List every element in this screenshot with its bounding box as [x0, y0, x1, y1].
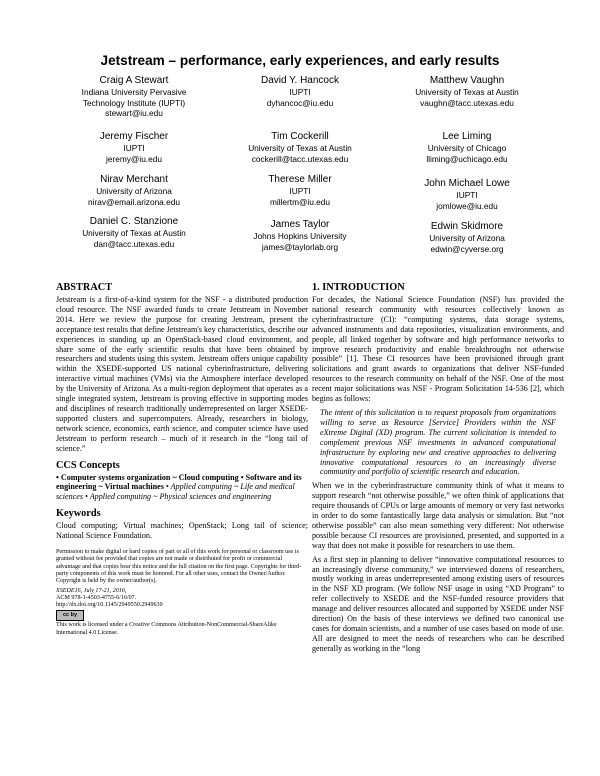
- author-card: [39, 216, 229, 249]
- author-affiliation: Technology Institute (IUPTI): [82, 97, 186, 108]
- conference-info: XSEDE16, July 17-21, 2016,: [56, 587, 127, 594]
- license-text: This work is licensed under a Creative Commons Attribution-NonCommercial-ShareAlike International 4.0 License.: [56, 622, 277, 636]
- author-name: Lee Liming: [442, 131, 492, 142]
- author-name: Nirav Merchant: [100, 174, 168, 185]
- author-card: [39, 174, 229, 207]
- abstract-text: Jetstream is a first-of-a-kind system for the NSF - a distributed production cloud resource. The NSF awarded funds to create Jetstream in November 2014. Here we review the purpose for creating Jetstream, present the acceptance test results that define Jetstream's key characteristics, describe our experiences in standing up an OpenStack-based cloud environment, and share some of the early scientific results that have been obtained by researchers and students using this system. Jetstream offers unique capability within the XSEDE-supported US national cyberinfrastructure, delivering interactive virtual machines (VMs) via the Atmosphere interface developed by the University of Arizona. As a multi-region deployment that operates as a single integrated system, Jetstream is proving effective in supporting modes and disciplines of research traditionally underrepresented on larger XSEDE-supported clusters and supercomputers. Already, researchers in biology, network science, economics, earth science, and computer science have used Jetstream to perform research – much of it research in the “long tail of science.”: [56, 295, 308, 453]
- author-affiliation: Indiana University Pervasive: [81, 87, 187, 97]
- author-name: Therese Miller: [268, 174, 332, 185]
- author-card: [39, 75, 229, 119]
- permission-text: Permission to make digital or hard copies of part or all of this work for personal or classroom use is granted without fee provided that copies are not made or distributed for profit or commercial advantage and that copies bear this notice and the full citation on the first page. Copyrights for third-party components of this work must be honored. For all other uses, contact the Owner/Author. Copyright is held by the owner/author(s).: [56, 549, 302, 585]
- ccs-item: • Software and its engineering ~ Virtual machines: [56, 472, 302, 492]
- author-card: [372, 221, 562, 254]
- author-name: Matthew Vaughn: [429, 75, 505, 86]
- right-column: [312, 282, 564, 658]
- author-email: jomlowe@iu.edu: [436, 200, 498, 211]
- author-affiliation: IUPTI: [123, 143, 145, 153]
- author-card: [372, 178, 562, 211]
- keywords-heading: Keywords: [56, 508, 101, 520]
- intro-paragraph: For decades, the National Science Foundation (NSF) has provided the national research community with resources collectively known as cyberinfrastructure (CI): “computing systems, data storage systems, advanced instruments and data repositories, visualization environments, and people, all linked together by software and high performance networks to improve research productivity and enable breakthroughs not otherwise possible” [1]. These CI resources have been provisioned through grant solicitations and grant awards to organizations that deliver NSF-funded resources to the research community on behalf of the NSF. One of the most recent major solicitations was NSF - Program Solicitation 14-536 [2], which begins as follows:: [312, 295, 564, 404]
- author-affiliation: IUPTI: [456, 190, 478, 200]
- author-name: John Michael Lowe: [424, 178, 510, 189]
- ccs-item: • Computer systems organization ~ Cloud computing: [56, 472, 239, 482]
- left-column: [56, 282, 308, 637]
- author-email: stewart@iu.edu: [105, 108, 163, 119]
- author-card: [205, 219, 395, 252]
- author-affiliation: IUPTI: [289, 87, 311, 97]
- introduction-heading: 1. INTRODUCTION: [312, 282, 405, 293]
- author-name: Daniel C. Stanzione: [89, 216, 179, 227]
- author-email: dyhancoc@iu.edu: [266, 97, 334, 108]
- author-card: [39, 131, 229, 164]
- author-name: James Taylor: [270, 219, 330, 230]
- author-affiliation: University of Texas at Austin: [415, 87, 519, 97]
- author-email: lliming@uchicago.edu: [426, 153, 508, 164]
- author-card: [205, 174, 395, 207]
- author-card: [205, 75, 395, 108]
- author-email: cockerill@tacc.utexas.edu: [251, 153, 349, 164]
- author-affiliation: Johns Hopkins University: [253, 231, 347, 241]
- author-card: [372, 75, 562, 108]
- author-card: [205, 131, 395, 164]
- author-email: millertm@iu.edu: [269, 196, 331, 207]
- intro-paragraph: When we in the cyberinfrastructure community think of what it means to support research “not otherwise possible,” we often think of applications that require thousands of CPUs or large amounts of memory or very fast networks in order to do some fantastically large data analysis or simulation. But “not otherwise possible” can also mean something very different: Not otherwise possible because CI resources are provisioned, presented, and supported in a way that does not make it possible for researchers to use them.: [312, 481, 564, 550]
- author-affiliation: University of Arizona: [429, 233, 505, 243]
- cc-license: [56, 610, 308, 621]
- acm-isbn: ACM 978-1-4503-4755-6/16/07.: [56, 594, 137, 601]
- author-name: Edwin Skidmore: [430, 221, 504, 232]
- ccs-item: • Applied computing ~ Life and medical sciences • Applied computing ~ Physical sciences and engineering: [56, 482, 295, 502]
- author-email: jeremy@iu.edu: [106, 153, 162, 164]
- keywords-text: Cloud computing; Virtual machines; OpenStack; Long tail of science; National Science Foundation.: [56, 521, 308, 541]
- paper-title: Jetstream – performance, early experiences, and early results: [100, 53, 500, 68]
- author-name: Craig A Stewart: [99, 75, 169, 86]
- creative-commons-icon: cc by: [56, 610, 84, 621]
- author-email: dan@tacc.utexas.edu: [93, 238, 175, 249]
- author-name: David Y. Hancock: [260, 75, 339, 86]
- author-email: nirav@email.arizona.edu: [88, 196, 180, 207]
- ccs-heading: CCS Concepts: [56, 459, 120, 471]
- author-affiliation: IUPTI: [289, 186, 311, 196]
- author-email: edwin@cyverse.org: [430, 243, 504, 254]
- intro-paragraph: As a first step in planning to deliver “innovative computational resources to an increasingly diverse community,” we interviewed dozens of researchers, mostly working in areas underrepresented among existing users of resources in the NSF XD program. (We follow NSF usage in using “XD Program” to refer collectively to XSEDE and the NSF-funded resource providers that manage and deliver resources allocated and supported by XSEDE under NSF direction) On the basis of these interviews we defined two canonical use cases for domain scientists, and a number of use cases based on mode of use. All are designed to meet the needs of researchers who can be described generally as working in the “long: [312, 554, 564, 653]
- author-card: [372, 131, 562, 164]
- solicitation-quote: The intent of this solicitation is to request proposals from organizations willing to serve as Resource [Service] Providers within the NSF eXtreme Digital (XD) program. The current solicitation is intended to complement previous NSF investments in advanced computational infrastructure by exploring new and creative approaches to delivering innovative computational resources to an increasingly diverse community and portfolio of scientific research and education.: [320, 407, 556, 477]
- author-affiliation: University of Texas at Austin: [248, 143, 352, 153]
- author-email: vaughn@tacc.utexas.edu: [420, 97, 514, 108]
- author-name: Tim Cockerill: [271, 131, 329, 142]
- permission-block: [56, 549, 308, 637]
- author-affiliation: University of Texas at Austin: [82, 228, 186, 238]
- author-name: Jeremy Fischer: [99, 131, 169, 142]
- author-email: james@taylorlab.org: [261, 241, 339, 252]
- abstract-heading: ABSTRACT: [56, 282, 113, 293]
- ccs-concepts: [56, 473, 308, 503]
- author-affiliation: University of Arizona: [96, 186, 172, 196]
- doi-link[interactable]: http://dx.doi.org/10.1145/2949550.2949639: [56, 602, 163, 609]
- author-affiliation: University of Chicago: [427, 143, 507, 153]
